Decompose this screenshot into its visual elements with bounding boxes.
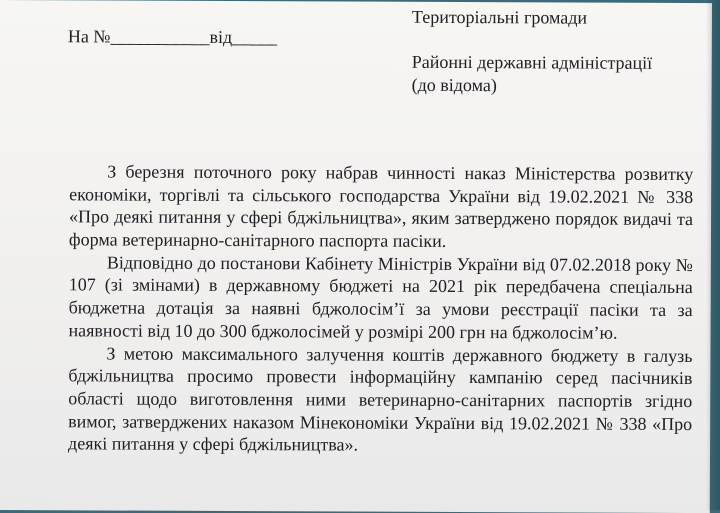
recipient-territorial-communities: Територіальні громади [411, 6, 588, 28]
recipients-spacer [412, 29, 712, 52]
recipient-note: (до відома) [411, 74, 497, 96]
recipient-district-administrations: Районні державні адміністрації [411, 51, 653, 73]
paragraph-budget-subsidy: Відповідно до постанови Кабінету Міністрів України від 07.02.2018 року № 107 (зі змінами) в державному бюджеті на 2021 рік передбачена спеціальна бюджетна дотація за наявні бджолосім’ї за умови реєстрації пасіки та за наявності від 10 до 300 бджолосімей у розмірі 200 грн на бджолосім’ю. [68, 252, 693, 343]
letter-body [68, 160, 693, 457]
recipients-block [412, 6, 712, 98]
reference-number-line: На №___________від_____ [67, 26, 278, 48]
paragraph-order-effective: З березня поточного року набрав чинності наказ Міністерства розвитку економіки, торгівлі та сільського господарства України від 19.02.2021 № 338 «Про деякі питання у сфері бджільництва», яким затверджено порядок видачі та форма ветеринарно-санітарного паспорта пасіки. [68, 161, 694, 251]
paragraph-information-campaign: З метою максимального залучення коштів державного бюджету в галузь бджільництва просимо провести інформаційну кампанію серед пасічників області щодо виготовлення ними ветеринарно-санітарних паспортів згідно вимог, затверджених наказом Мінекономіки України від 19.02.2021 № 338 «Про деякі питання у сфері бджільництва». [68, 343, 693, 455]
page-edge-shadow [706, 0, 720, 510]
